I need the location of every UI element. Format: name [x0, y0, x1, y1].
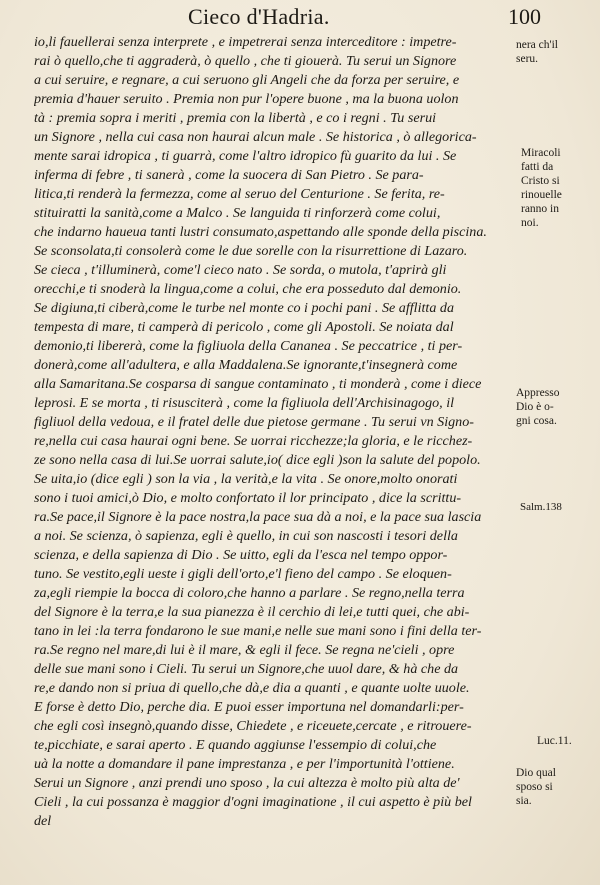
- text-line: stituiratti la sanità,come a Malco . Se languida ti rinforzerà come colui,: [34, 205, 441, 221]
- margin-note-line: ranno in: [521, 203, 560, 215]
- text-line: litica,ti renderà la fermezza, come al seruo del Centurione . Se ferita, re-: [34, 186, 445, 202]
- text-line: premia d'hauer seruito . Premia non pur l'opere buone , ma la buona uolon: [34, 91, 459, 107]
- margin-note-line: seru.: [516, 53, 539, 65]
- text-line: Se sconsolata,ti consolerà come le due sorelle con la risurrettione di Lazaro.: [34, 243, 468, 259]
- text-line: donerà,come all'adultera, e alla Maddalena.Se ignorante,t'insegnerà come: [34, 357, 458, 373]
- text-line: Se digiuna,ti ciberà,come le turbe nel monte co i pochi pani . Se afflitta da: [34, 300, 454, 316]
- text-line: tà : premia sopra i meriti , premia con la libertà , e co i regni . Tu serui: [34, 110, 437, 126]
- text-line: tuno. Se vestito,egli ueste i gigli dell'orto,e'l fieno del campo . Se eloquen-: [34, 566, 452, 582]
- text-line: za,egli riempie la bocca di coloro,che hanno a parlare . Se regno,nella terra: [34, 585, 465, 601]
- text-line: che egli così insegnò,quando disse, Chiedete , e riceuete,cercate , e ritrouere-: [34, 718, 472, 734]
- text-line: tano in lei :la terra fondarono le sue mani,e nelle sue mani sono i fini della ter-: [34, 623, 482, 639]
- margin-note-line: Luc.11.: [537, 735, 572, 747]
- text-line: demonio,ti libererà, come la figliuola della Cananea . Se peccatrice , ti per-: [34, 338, 463, 354]
- text-line: che indarno haueua tanti lustri consumato,aspettando alle sponde della piscina.: [34, 224, 487, 240]
- margin-note: [516, 38, 558, 66]
- margin-note-line: Miracoli: [521, 147, 561, 159]
- margin-note-line: Cristo si: [521, 175, 560, 187]
- page-header: [0, 4, 600, 32]
- margin-note-line: nera ch'il: [516, 39, 558, 51]
- margin-note-line: Dio qual: [516, 767, 556, 779]
- text-line: tempesta di mare, ti camperà di pericolo , come gli Apostoli. Se noiata dal: [34, 319, 454, 335]
- text-line: io,li fauellerai senza interprete , e impetrerai senza interceditore : impetre-: [34, 34, 457, 50]
- text-line: rai ò quello,che ti aggraderà, ò quello , che ti giouerà. Tu serui un Signore: [34, 53, 457, 69]
- margin-note-psalm: [520, 500, 562, 514]
- text-line: Cieli , la cui possanza è maggior d'ogni imaginatione , il cui aspetto è più bel: [34, 794, 472, 810]
- margin-note-line: fatti da: [521, 161, 554, 173]
- page-number: 100: [508, 4, 541, 29]
- text-line: uà la notte a domandare il pane imprestanza , e per l'importunità l'ottiene.: [34, 756, 455, 772]
- margin-note-miracles: [521, 146, 562, 230]
- text-line: re,nella cui casa haurai ogni bene. Se uorrai ricchezze;la gloria, e le ricchez-: [34, 433, 473, 449]
- text-line: ze sono nella casa di lui.Se uorrai salute,io( dice egli )son la salute del popolo.: [34, 452, 481, 468]
- text-line: figliuol della vedoua, e il fratel delle due pietose germane . Tu serui vn Signo-: [34, 414, 474, 430]
- text-line: a cui seruire, e regnare, a cui seruono gli Angeli che da forza per seruire, e: [34, 72, 460, 88]
- margin-note-line: rinouelle: [521, 189, 562, 201]
- text-line: Se uita,io (dice egli ) son la via , la verità,e la vita . Se onore,molto onorati: [34, 471, 458, 487]
- text-line: scienza, e della sapienza di Dio . Se uitto, egli da l'esca nel tempo oppor-: [34, 547, 448, 563]
- margin-note-line: sia.: [516, 795, 532, 807]
- margin-note-luke: [537, 734, 572, 748]
- margin-note-appresso: [516, 386, 559, 428]
- margin-note-line: sposo si: [516, 781, 553, 793]
- text-line: Serui un Signore , anzi prendi uno sposo , la cui altezza è molto più alta de': [34, 775, 460, 791]
- text-line: orecchi,e ti snoderà la lingua,come a colui, che era posseduto dal demonio.: [34, 281, 462, 297]
- text-line: a noi. Se scienza, ò sapienza, egli è quello, in cui son nascosti i tesori della: [34, 528, 458, 544]
- margin-note-line: Dio è o-: [516, 401, 554, 413]
- text-line: un Signore , nella cui casa non haurai alcun male . Se historica , ò allegorica-: [34, 129, 477, 145]
- text-line: ra.Se regno nel mare,di lui è il mare, & egli il fece. Se regna ne'cieli , opre: [34, 642, 455, 658]
- text-line: inferma di febre , ti sanerà , come la suocera di San Pietro . Se para-: [34, 167, 424, 183]
- running-title: Cieco d'Hadria.: [188, 4, 330, 29]
- text-line: mente sarai idropica , ti guarrà, come l'altro idropico fù guarito da lui . Se: [34, 148, 457, 164]
- text-line: ra.Se pace,il Signore è la pace nostra,la pace sua dà a noi, e la pace sua lascia: [34, 509, 482, 525]
- text-line: leprosi. E se morta , ti risusciterà , come la figliuola dell'Archisinagogo, il: [34, 395, 455, 411]
- text-line: sono i tuoi amici,ò Dio, e molto confortato il lor principato , dice la scrittu-: [34, 490, 462, 506]
- text-line: del: [34, 813, 52, 829]
- text-line: alla Samaritana.Se cosparsa di sangue contaminato , ti monderà , come i diece: [34, 376, 482, 392]
- margin-note-sposo: [516, 766, 556, 808]
- margin-note-line: noi.: [521, 217, 539, 229]
- text-line: del Signore è la terra,e la sua pianezza è il cerchio di lei,e tutti quei, che abi-: [34, 604, 470, 620]
- text-line: re,e dando non si priua di quello,che dà,e dia a quanti , e quante uolte uuole.: [34, 680, 470, 696]
- main-text-block: [34, 33, 512, 831]
- text-line: Se cieca , t'illuminerà, come'l cieco nato . Se sorda, o mutola, t'aprirà gli: [34, 262, 447, 278]
- text-line: delle sue mani sono i Cieli. Tu serui un Signore,che uuol dare, & hà che da: [34, 661, 459, 677]
- margin-note-line: Appresso: [516, 387, 560, 399]
- margin-note-line: gni cosa.: [516, 415, 557, 427]
- text-line: te,picchiate, e sarai aperto . E quando aggiunse l'essempio di colui,che: [34, 737, 437, 753]
- margin-note-line: Salm.138: [520, 501, 562, 513]
- text-line: E forse è detto Dio, perche dia. E puoi esser importuna nel domandarli:per-: [34, 699, 464, 715]
